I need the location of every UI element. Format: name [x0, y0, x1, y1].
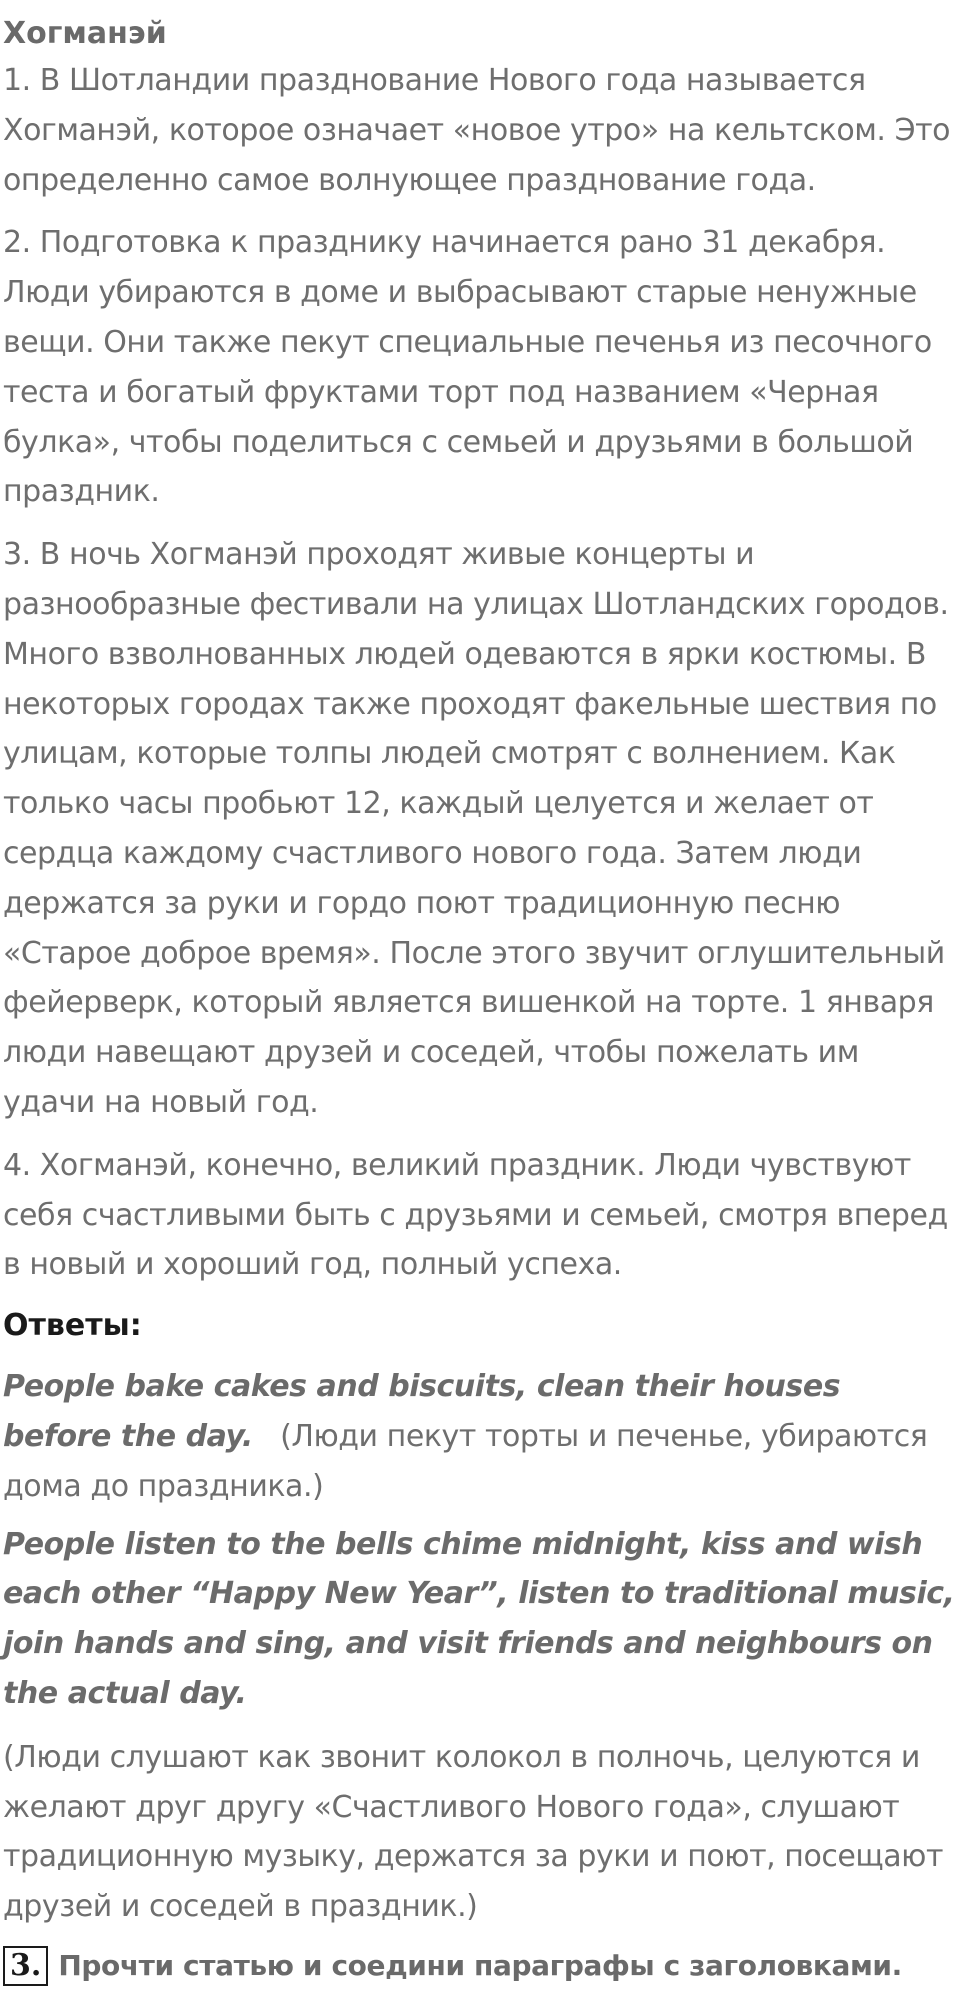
answer-2-english-block [3, 1520, 958, 1719]
answer-1-russian: (Люди пекут торты и печенье, убираются дома до праздника.) [3, 1418, 928, 1504]
answer-1-english: People bake cakes and biscuits, clean their houses before the day. [3, 1369, 841, 1454]
task-number-box: 3. [3, 1946, 48, 1986]
article-title: Хогманэй [3, 16, 167, 51]
answer-2-russian: (Люди слушают как звонит колокол в полночь, целуются и желают друг другу «Счастливого Нового года», слушают традиционную музыку, держатся за руки и поют, посещают друзей и соседей в праздник.) [3, 1739, 943, 1925]
paragraph-2: 2. Подготовка к празднику начинается рано 31 декабря. Люди убираются в доме и выбрасывают старые ненужные вещи. Они также пекут специальные печенья из песочного теста и богатый фруктами торт под названием «Черная булка», чтобы поделиться с семьей и друзьями в большой праздник. [3, 225, 932, 510]
paragraph-3: 3. В ночь Хогманэй проходят живые концерты и разнообразные фестивали на улицах Шотландских городов. Много взволнованных людей одеваются в ярки костюмы. В некоторых городах также проходят факельные шествия по улицам, которые толпы людей смотрят с волнением. Как только часы пробьют 12, каждый целуется и желает от сердца каждому счастливого нового года. Затем люди держатся за руки и гордо поют традиционную песню «Старое доброе время». После этого звучит оглушительный фейерверк, который является вишенкой на торте. 1 января люди навещают друзей и соседей, чтобы пожелать им удачи на новый год. [3, 537, 949, 1120]
answer-1 [3, 1362, 958, 1511]
task-heading [3, 1946, 958, 1986]
paragraph-1: 1. В Шотландии празднование Нового года называется Хогманэй, которое означает «новое утро» на кельтском. Это определенно самое волнующее празднование года. [3, 63, 951, 198]
paragraph-4: 4. Хогманэй, конечно, великий праздник. Люди чувствуют себя счастливыми быть с друзьями и семьей, смотря вперед в новый и хороший год, полный успеха. [3, 1147, 948, 1283]
task-instruction: Прочти статью и соедини параграфы с заголовками. [58, 1949, 902, 1983]
document-page [0, 14, 958, 1986]
answer-2-english: People listen to the bells chime midnight, kiss and wish each other “Happy New Year”, listen to traditional music, join hands and sing, and visit friends and neighbours on the actual day. [3, 1526, 955, 1711]
answers-heading: Ответы: [3, 1308, 142, 1344]
answer-2-russian-block [3, 1733, 958, 1932]
